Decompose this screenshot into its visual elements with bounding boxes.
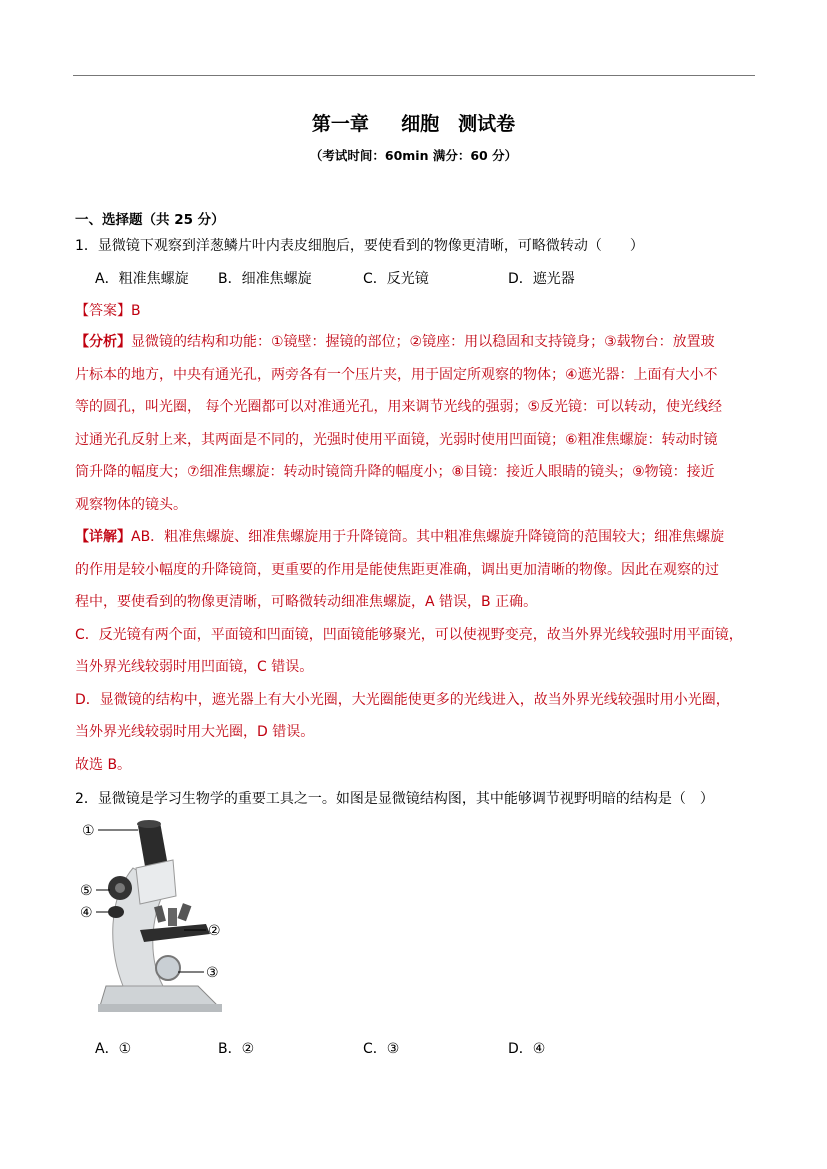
detail-line: C．反光镜有两个面，平面镜和凹面镜，凹面镜能够聚光，可以使视野变亮，故当外界光线较强时用平面镜， [75,626,743,643]
label-1: ① [82,823,95,839]
option-a[interactable]: A．① [95,1041,132,1057]
microscope-figure [78,818,238,1026]
answer-1: 【答案】B [75,303,141,319]
section-heading: 一、选择题（共 25 分） [75,212,225,228]
analysis-line: 等的圆孔，叫光圈， 每个光圈都可以对准通光孔，用来调节光线的强弱；⑤反光镜：可以转动，使光线经 [75,399,722,415]
option-d[interactable]: D．遮光器 [508,271,575,287]
analysis-line: 筒升降的幅度大；⑦细准焦螺旋：转动时镜筒升降的幅度小；⑧目镜：接近人眼睛的镜头；⑨物镜：接近 [75,464,715,480]
analysis-line: 过通光孔反射上来，其两面是不同的，光强时使用平面镜，光弱时使用凹面镜；⑥粗准焦螺旋：转动时镜 [75,431,718,448]
label-3: ③ [206,965,219,981]
analysis-line: 观察物体的镜头。 [75,496,187,513]
detail-line: 当外界光线较弱时用凹面镜，C 错误。 [75,659,314,675]
question-1-options [95,268,695,288]
analysis-tag: 【分析】 [75,334,131,350]
header-rule [73,75,755,76]
detail-line: 当外界光线较弱时用大光圈，D 错误。 [75,724,315,740]
option-b[interactable]: B．② [218,1041,255,1057]
exam-info: （考试时间：60min 满分：60 分） [309,148,518,163]
detail-tag: 【详解】 [75,529,131,545]
analysis-line: 【分析】显微镜的结构和功能：①镜壁：握镜的部位；②镜座：用以稳固和支持镜身；③载物台：放置玻 [75,334,715,350]
detail-line: D．显微镜的结构中，遮光器上有大小光圈，大光圈能使更多的光线进入，故当外界光线较强时用小光圈， [75,691,730,708]
option-c[interactable]: C．③ [363,1041,400,1057]
detail-line: 故选 B。 [75,756,132,773]
question-2-options [95,1038,695,1058]
microscope-icon [78,818,238,1026]
detail-line: 的作用是较小幅度的升降镜筒，更重要的作用是能使焦距更准确，调出更加清晰的物像。因此在观察的过 [75,561,719,578]
question-1-stem: 1．显微镜下观察到洋葱鳞片叶内表皮细胞后，要使看到的物像更清晰，可略微转动（ ） [75,238,644,254]
detail-line: 【详解】AB．粗准焦螺旋、细准焦螺旋用于升降镜筒。其中粗准焦螺旋升降镜筒的范围较大；细准焦螺旋 [75,529,725,545]
option-a[interactable]: A．粗准焦螺旋 [95,271,189,287]
label-5: ⑤ [80,883,93,899]
analysis-block [75,326,755,521]
detail-line: 程中，要使看到的物像更清晰，可略微转动细准焦螺旋，A 错误，B 正确。 [75,594,538,610]
detail-block [75,521,755,781]
page-title: 第一章 细胞 测试卷 [311,113,516,135]
analysis-line: 片标本的地方，中央有通光孔，两旁各有一个压片夹，用于固定所观察的物体；④遮光器：上面有大小不 [75,366,718,383]
option-b[interactable]: B．细准焦螺旋 [218,271,312,287]
question-2-stem: 2．显微镜是学习生物学的重要工具之一。如图是显微镜结构图，其中能够调节视野明暗的结构是（ ） [75,791,714,807]
option-d[interactable]: D．④ [508,1041,546,1057]
option-c[interactable]: C．反光镜 [363,271,429,287]
label-2: ② [208,923,221,939]
label-4: ④ [80,905,93,921]
